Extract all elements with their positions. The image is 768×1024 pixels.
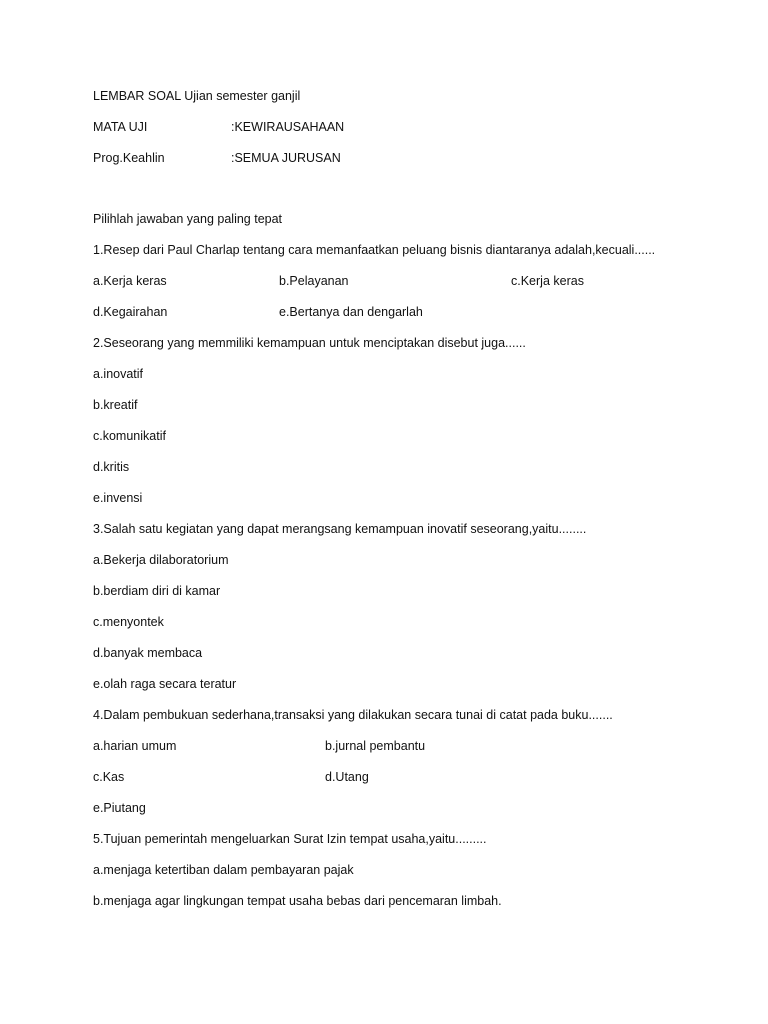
q1-option-e: e.Bertanya dan dengarlah (279, 305, 423, 319)
q4-option-a: a.harian umum (93, 739, 177, 753)
exam-title: LEMBAR SOAL Ujian semester ganjil (93, 89, 301, 103)
q3-option-c: c.menyontek (93, 615, 164, 629)
q3-option-b: b.berdiam diri di kamar (93, 584, 221, 598)
q3-option-e: e.olah raga secara teratur (93, 677, 237, 691)
program-label: Prog.Keahlin (93, 151, 165, 165)
q2-option-d: d.kritis (93, 460, 130, 474)
question-2: 2.Seseorang yang memmiliki kemampuan untuk menciptakan disebut juga...... (93, 336, 526, 350)
question-5: 5.Tujuan pemerintah mengeluarkan Surat Izin tempat usaha,yaitu......... (93, 832, 487, 846)
q2-option-c: c.komunikatif (93, 429, 166, 443)
question-1: 1.Resep dari Paul Charlap tentang cara memanfaatkan peluang bisnis diantaranya adalah,kecuali...... (93, 243, 656, 257)
q3-option-d: d.banyak membaca (93, 646, 203, 660)
q1-option-a: a.Kerja keras (93, 274, 167, 288)
subject-value: :KEWIRAUSAHAAN (231, 120, 345, 134)
question-3: 3.Salah satu kegiatan yang dapat merangsang kemampuan inovatif seseorang,yaitu........ (93, 522, 587, 536)
q4-option-c: c.Kas (93, 770, 125, 784)
q2-option-b: b.kreatif (93, 398, 138, 412)
q4-option-e: e.Piutang (93, 801, 146, 815)
q2-option-e: e.invensi (93, 491, 143, 505)
q5-option-b: b.menjaga agar lingkungan tempat usaha bebas dari pencemaran limbah. (93, 894, 502, 908)
q1-option-b: b.Pelayanan (279, 274, 349, 288)
q3-option-a: a.Bekerja dilaboratorium (93, 553, 229, 567)
q2-option-a: a.inovatif (93, 367, 144, 381)
program-value: :SEMUA JURUSAN (231, 151, 341, 165)
q5-option-a: a.menjaga ketertiban dalam pembayaran pajak (93, 863, 354, 877)
instruction-text: Pilihlah jawaban yang paling tepat (93, 212, 283, 226)
q1-option-c: c.Kerja keras (511, 274, 584, 288)
q4-option-d: d.Utang (325, 770, 369, 784)
q4-option-b: b.jurnal pembantu (325, 739, 426, 753)
q1-option-d: d.Kegairahan (93, 305, 168, 319)
question-4: 4.Dalam pembukuan sederhana,transaksi yang dilakukan secara tunai di catat pada buku....... (93, 708, 613, 722)
subject-label: MATA UJI (93, 120, 148, 134)
